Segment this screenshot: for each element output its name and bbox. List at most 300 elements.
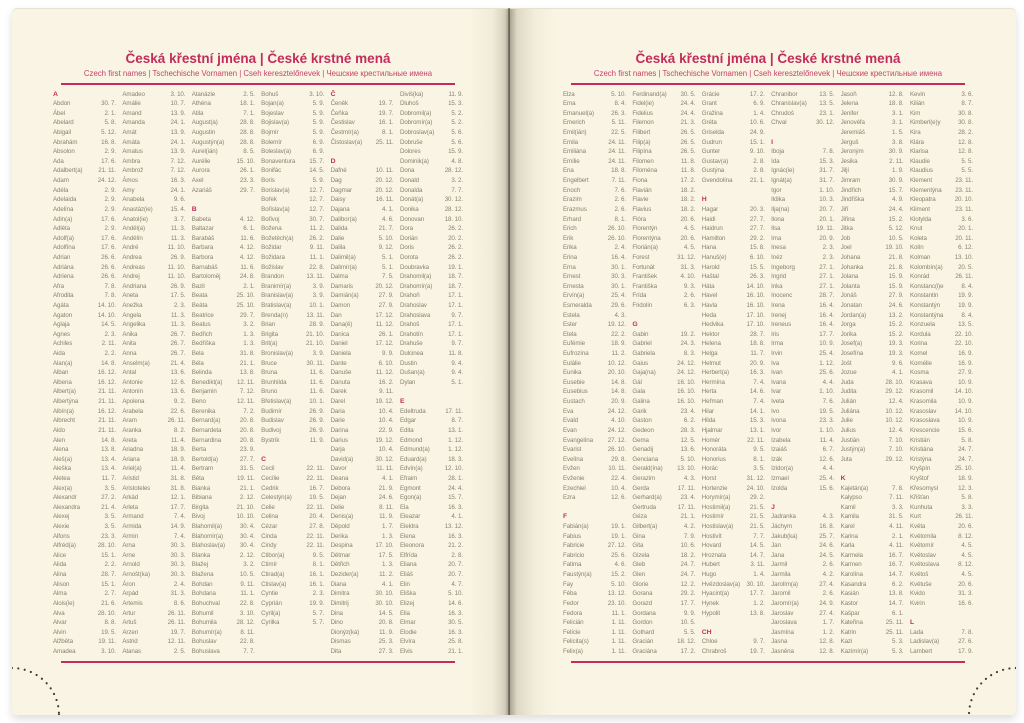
name-entry bbox=[400, 551, 463, 561]
name-entry bbox=[702, 484, 765, 494]
name-entry bbox=[771, 234, 834, 244]
given-name: Kim bbox=[909, 109, 921, 117]
given-name: Elektra bbox=[399, 523, 419, 531]
name-day-date: 16. 3. bbox=[749, 369, 765, 377]
given-name: Hubert bbox=[701, 561, 720, 569]
given-name: Kristián bbox=[909, 436, 930, 444]
name-day-date: 30. 1. bbox=[611, 263, 626, 271]
name-day-date: 17. 6. bbox=[101, 157, 116, 165]
given-name: Kevin bbox=[909, 90, 925, 98]
name-entry bbox=[563, 301, 626, 311]
given-name: Hana bbox=[701, 244, 717, 252]
given-name: Elfrída bbox=[399, 551, 418, 559]
given-name: Felicián bbox=[563, 619, 584, 627]
name-entry bbox=[400, 647, 463, 657]
name-day-date: 17. 7. bbox=[819, 330, 835, 338]
spacer-row bbox=[841, 464, 904, 474]
name-day-date: 3. 2. bbox=[451, 177, 463, 185]
given-name: Karmela bbox=[840, 551, 863, 559]
name-entry bbox=[632, 272, 695, 282]
name-day-date: 16. 3. bbox=[448, 532, 463, 540]
name-entry bbox=[331, 205, 394, 215]
given-name: Evžen bbox=[563, 465, 580, 473]
name-day-date: 24. 7. bbox=[958, 455, 973, 463]
given-name: Hektor bbox=[701, 330, 720, 338]
given-name: Hyacint(a) bbox=[701, 590, 729, 598]
name-entry bbox=[261, 359, 324, 369]
page-title: Česká křestní jména | České krstné mená bbox=[125, 51, 391, 66]
given-name: Barbara bbox=[191, 244, 214, 252]
name-day-date: 9. 7. bbox=[451, 311, 463, 319]
name-entry bbox=[771, 589, 834, 599]
name-day-date: 15. 1. bbox=[101, 551, 116, 559]
name-entry bbox=[331, 243, 394, 253]
name-day-date: 10. 10. bbox=[236, 513, 255, 521]
spacer-row bbox=[771, 128, 834, 138]
given-name: Jimram bbox=[840, 177, 861, 185]
given-name: Adéla bbox=[53, 186, 69, 194]
name-day-date: 8. 7. bbox=[961, 100, 973, 108]
given-name: Alexandra bbox=[53, 503, 80, 511]
given-name: Brigita bbox=[261, 330, 279, 338]
name-entry bbox=[400, 118, 463, 128]
name-entry bbox=[771, 157, 834, 167]
given-name: Ivona bbox=[771, 417, 786, 425]
given-name: Julius bbox=[840, 426, 856, 434]
name-entry bbox=[632, 560, 695, 570]
name-entry bbox=[53, 282, 116, 292]
name-day-date: 25. 4. bbox=[611, 292, 626, 300]
given-name: Kolombín(a) bbox=[909, 263, 943, 271]
given-name: Afrodita bbox=[53, 292, 74, 300]
name-entry bbox=[122, 464, 185, 474]
name-entry bbox=[910, 580, 973, 590]
given-name: Alida bbox=[53, 561, 67, 569]
name-entry bbox=[53, 186, 116, 196]
name-entry bbox=[122, 551, 185, 561]
name-day-date: 10. 4. bbox=[378, 407, 394, 415]
given-name: Danica bbox=[330, 330, 350, 338]
name-day-date: 26. 11. bbox=[167, 609, 186, 617]
name-entry bbox=[910, 570, 973, 580]
given-name: Hedvika bbox=[701, 321, 724, 329]
name-day-date: 3. 3. bbox=[961, 503, 973, 511]
given-name: Haštal bbox=[701, 273, 719, 281]
name-entry bbox=[400, 560, 463, 570]
name-entry bbox=[331, 359, 394, 369]
given-name: Johana bbox=[840, 253, 861, 261]
name-day-date: 14. 7. bbox=[749, 551, 765, 559]
given-name: Jasna bbox=[771, 638, 788, 646]
given-name: Erina bbox=[563, 253, 577, 261]
name-day-date: 4. 5. bbox=[961, 571, 973, 579]
name-day-date: 26. 6. bbox=[101, 273, 116, 281]
given-name: Barabáš bbox=[191, 234, 215, 242]
given-name: Diviš(ka) bbox=[399, 90, 424, 98]
name-day-date: 26. 9. bbox=[309, 426, 325, 434]
given-name: Aleška bbox=[53, 465, 71, 473]
name-day-date: 27. 2. bbox=[101, 494, 116, 502]
name-day-date: 29. 7. bbox=[239, 186, 255, 194]
name-entry bbox=[400, 637, 463, 647]
given-name: Artemis bbox=[122, 599, 143, 607]
given-name: Fabián(a) bbox=[563, 523, 589, 531]
name-day-date: 29. 2. bbox=[749, 234, 765, 242]
name-day-date: 16. 1. bbox=[378, 119, 394, 127]
name-day-date: 3. 10. bbox=[239, 609, 255, 617]
given-name: Gaston bbox=[632, 417, 652, 425]
name-entry bbox=[122, 474, 185, 484]
name-day-date: 8. 1. bbox=[753, 455, 765, 463]
name-entry bbox=[53, 205, 116, 215]
name-day-date: 22. 11. bbox=[306, 532, 325, 540]
name-entry bbox=[702, 282, 765, 292]
given-name: Jadranka bbox=[771, 513, 796, 521]
name-entry bbox=[910, 224, 973, 234]
given-name: Božislav bbox=[261, 263, 284, 271]
given-name: Abrahám bbox=[53, 138, 78, 146]
name-entry bbox=[841, 512, 904, 522]
name-entry bbox=[632, 445, 695, 455]
name-entry bbox=[702, 291, 765, 301]
name-entry bbox=[841, 484, 904, 494]
name-day-date: 9. 11. bbox=[379, 388, 394, 396]
given-name: Augustýn(a) bbox=[191, 138, 225, 146]
name-entry bbox=[841, 90, 904, 100]
name-entry bbox=[261, 493, 324, 503]
name-entry bbox=[53, 157, 116, 167]
given-name: Erika bbox=[563, 244, 577, 252]
name-entry bbox=[563, 368, 626, 378]
name-day-date: 28. 10. bbox=[97, 542, 116, 550]
given-name: Eusebius bbox=[563, 388, 588, 396]
name-entry bbox=[632, 378, 695, 388]
given-name: Jorika bbox=[840, 330, 857, 338]
given-name: Amand bbox=[122, 109, 142, 117]
name-day-date: 10. 4. bbox=[378, 417, 394, 425]
given-name: Kryšpín bbox=[909, 465, 931, 473]
given-name: Abdon bbox=[53, 100, 71, 108]
name-entry bbox=[331, 464, 394, 474]
name-day-date: 23. 10. bbox=[607, 599, 626, 607]
name-day-date: 15. 3. bbox=[819, 157, 835, 165]
name-day-date: 26. 9. bbox=[170, 282, 186, 290]
given-name: Kasián bbox=[840, 590, 859, 598]
name-entry bbox=[563, 445, 626, 455]
name-entry bbox=[331, 484, 394, 494]
given-name: Engelbert bbox=[563, 177, 589, 185]
given-name: Galina bbox=[632, 398, 650, 406]
name-day-date: 13. 5. bbox=[819, 100, 835, 108]
name-entry bbox=[122, 426, 185, 436]
name-entry bbox=[563, 282, 626, 292]
given-name: Aranka bbox=[122, 426, 142, 434]
given-name: Kliment bbox=[909, 205, 930, 213]
given-name: Hortenzie bbox=[701, 484, 728, 492]
name-day-date: 13. 9. bbox=[170, 148, 186, 156]
name-day-date: 24. 1. bbox=[170, 186, 186, 194]
name-day-date: 17. 1. bbox=[448, 321, 463, 329]
name-day-date: 5. 10. bbox=[611, 580, 626, 588]
name-entry bbox=[563, 118, 626, 128]
name-entry bbox=[192, 570, 255, 580]
name-day-date: 30. 10. bbox=[375, 590, 394, 598]
name-entry bbox=[702, 215, 765, 225]
name-entry bbox=[563, 436, 626, 446]
name-entry bbox=[122, 128, 185, 138]
given-name: Karolína bbox=[840, 571, 863, 579]
name-entry bbox=[771, 243, 834, 253]
given-name: Daniela bbox=[330, 350, 351, 358]
name-day-date: 14. 10. bbox=[746, 282, 765, 290]
name-entry bbox=[400, 263, 463, 273]
name-entry bbox=[563, 320, 626, 330]
given-name: Graciána bbox=[632, 647, 657, 655]
name-entry bbox=[400, 90, 463, 100]
name-day-date: 5. 2. bbox=[451, 119, 463, 127]
name-day-date: 6. 12. bbox=[958, 244, 973, 252]
name-day-date: 11. 12. bbox=[375, 321, 394, 329]
name-day-date: 17. 7. bbox=[749, 590, 765, 598]
name-day-date: 2. 3. bbox=[173, 302, 186, 309]
name-entry bbox=[841, 186, 904, 196]
name-entry bbox=[53, 522, 116, 532]
name-day-date: 26. 3. bbox=[749, 273, 765, 281]
name-entry bbox=[122, 176, 185, 186]
name-day-date: 30. 7. bbox=[101, 100, 116, 108]
name-entry bbox=[331, 301, 394, 311]
name-day-date: 9. 2. bbox=[173, 398, 186, 406]
name-day-date: 13. 11. bbox=[306, 273, 325, 281]
name-day-date: 17. 1. bbox=[448, 330, 463, 338]
given-name: Bernardeta bbox=[191, 426, 222, 434]
given-name: Abelard bbox=[53, 119, 74, 127]
name-day-date: 19. 9. bbox=[958, 292, 973, 300]
given-name: Gedeon bbox=[632, 426, 654, 434]
name-day-date: 16. 12. bbox=[97, 369, 116, 377]
name-entry bbox=[563, 647, 626, 657]
given-name: Hugo bbox=[701, 571, 717, 579]
name-entry bbox=[702, 99, 765, 109]
given-name: Evelína bbox=[563, 455, 583, 463]
name-day-date: 5. 6. bbox=[451, 138, 463, 146]
given-name: Jenifer bbox=[840, 109, 859, 117]
name-day-date: 20. 2. bbox=[448, 234, 463, 242]
name-entry bbox=[632, 359, 695, 369]
name-entry bbox=[910, 464, 973, 474]
name-entry bbox=[192, 455, 255, 465]
name-day-date: 19. 1. bbox=[448, 263, 463, 271]
given-name: Achiles bbox=[53, 340, 73, 348]
name-entry bbox=[400, 378, 463, 388]
name-day-date: 31. 7. bbox=[819, 167, 835, 175]
given-name: Gerazim bbox=[632, 474, 656, 482]
given-name: Horymír(a) bbox=[701, 494, 731, 502]
name-day-date: 24. 6. bbox=[378, 494, 394, 502]
name-entry bbox=[632, 493, 695, 503]
name-entry bbox=[192, 157, 255, 167]
given-name: Amatus bbox=[122, 148, 143, 156]
letter-section-header: G bbox=[632, 321, 638, 329]
name-day-date: 24. 6. bbox=[819, 542, 835, 550]
name-entry bbox=[632, 426, 695, 436]
given-name: Fortunát bbox=[632, 263, 655, 271]
given-name: Klaudie bbox=[909, 157, 930, 165]
given-name: Fabius bbox=[563, 532, 581, 540]
name-day-date: 3. 10. bbox=[170, 90, 186, 98]
name-entry bbox=[400, 99, 463, 109]
given-name: Cedrik bbox=[261, 484, 279, 492]
given-name: Gabin bbox=[632, 330, 649, 338]
name-day-date: 30. 12. bbox=[375, 455, 394, 463]
name-day-date: 1. 7. bbox=[382, 523, 394, 531]
name-day-date: 3. 1. bbox=[892, 109, 904, 117]
name-entry bbox=[771, 282, 834, 292]
given-name: Boleslav(a) bbox=[261, 148, 292, 156]
given-name: Dana(ě) bbox=[330, 321, 353, 329]
name-entry bbox=[632, 215, 695, 225]
name-day-date: 20. 6. bbox=[958, 523, 973, 531]
name-day-date: 23. 3. bbox=[101, 532, 116, 540]
name-day-date: 7. 7. bbox=[451, 186, 463, 194]
given-name: Ernesta bbox=[563, 282, 584, 290]
given-name: Alice bbox=[53, 551, 66, 559]
name-entry bbox=[563, 166, 626, 176]
name-day-date: 12. 7. bbox=[309, 205, 325, 213]
name-day-date: 28. 8. bbox=[239, 119, 255, 127]
name-entry bbox=[192, 493, 255, 503]
name-entry bbox=[400, 330, 463, 340]
given-name: Adriena bbox=[53, 273, 74, 281]
name-entry bbox=[400, 224, 463, 234]
given-name: Donalda bbox=[399, 186, 423, 194]
name-day-date: 10. 9. bbox=[958, 398, 973, 406]
given-name: Eliáš bbox=[399, 571, 413, 579]
name-day-date: 11. 6. bbox=[240, 263, 255, 271]
name-entry bbox=[192, 628, 255, 638]
name-day-date: 21. 1. bbox=[239, 484, 255, 492]
given-name: Etela bbox=[563, 330, 577, 338]
name-entry bbox=[702, 551, 765, 561]
given-name: Alen bbox=[53, 436, 65, 444]
given-name: Branislav(a) bbox=[261, 292, 293, 300]
given-name: Jozue bbox=[840, 369, 857, 377]
given-name: Erna bbox=[563, 263, 576, 271]
name-day-date: 11. 9. bbox=[309, 436, 325, 444]
given-name: Brenda(n) bbox=[261, 311, 288, 319]
name-entry bbox=[331, 349, 394, 359]
given-name: Ela bbox=[399, 503, 409, 511]
name-day-date: 8. 4. bbox=[961, 282, 973, 290]
given-name: Gunter bbox=[701, 148, 721, 156]
given-name: Elvis bbox=[399, 647, 413, 655]
name-day-date: 24. 10. bbox=[746, 484, 765, 492]
name-entry bbox=[331, 589, 394, 599]
given-name: Gerald(ína) bbox=[632, 465, 663, 473]
name-entry bbox=[632, 301, 695, 311]
name-day-date: 18. 12. bbox=[677, 638, 696, 646]
letter-section-header: C bbox=[261, 455, 266, 463]
given-name: Gorazd bbox=[632, 599, 653, 607]
name-entry bbox=[632, 224, 695, 234]
given-name: Dorián bbox=[399, 234, 418, 242]
given-name: Edmund(a) bbox=[399, 446, 430, 454]
name-entry bbox=[563, 407, 626, 417]
given-name: Bořislav(a) bbox=[261, 205, 290, 213]
name-day-date: 20. 4. bbox=[309, 513, 325, 521]
name-day-date: 16. 9. bbox=[958, 359, 973, 367]
given-name: Eduard(a) bbox=[399, 455, 427, 463]
name-entry bbox=[841, 493, 904, 503]
name-entry bbox=[702, 128, 765, 138]
name-entry bbox=[53, 541, 116, 551]
given-name: Eusebie bbox=[563, 378, 585, 386]
given-name: Arnošt(ka) bbox=[122, 571, 150, 579]
name-entry bbox=[261, 118, 324, 128]
name-entry bbox=[122, 138, 185, 148]
name-entry bbox=[400, 570, 463, 580]
given-name: Adrian bbox=[53, 253, 71, 261]
given-name: Cyril(a) bbox=[261, 609, 281, 617]
name-entry bbox=[771, 387, 834, 397]
name-entry bbox=[632, 349, 695, 359]
given-name: Augustin bbox=[191, 129, 216, 137]
name-entry bbox=[771, 311, 834, 321]
given-name: Dalida bbox=[330, 225, 348, 233]
name-entry bbox=[331, 397, 394, 407]
name-entry bbox=[702, 272, 765, 282]
given-name: Eva bbox=[563, 407, 574, 415]
name-entry bbox=[910, 109, 973, 119]
name-entry bbox=[53, 128, 116, 138]
name-entry bbox=[771, 205, 834, 215]
name-day-date: 14. 8. bbox=[611, 378, 626, 386]
given-name: Gita bbox=[632, 542, 644, 550]
name-entry bbox=[261, 349, 324, 359]
name-day-date: 4. 5. bbox=[683, 225, 696, 233]
name-day-date: 3. 9. bbox=[312, 282, 325, 290]
name-day-date: 10. 9. bbox=[819, 340, 835, 348]
name-day-date: 22. 11. bbox=[747, 436, 765, 444]
given-name: Atila bbox=[191, 109, 204, 117]
given-name: Igor bbox=[771, 186, 782, 194]
name-entry bbox=[771, 647, 834, 657]
name-day-date: 5. 5. bbox=[683, 628, 696, 636]
name-entry bbox=[53, 484, 116, 494]
name-entry bbox=[910, 205, 973, 215]
name-entry bbox=[331, 647, 394, 657]
name-day-date: 10. 5. bbox=[680, 619, 696, 627]
name-entry bbox=[53, 628, 116, 638]
name-entry bbox=[841, 330, 904, 340]
name-entry bbox=[771, 90, 834, 100]
name-day-date: 12. 4. bbox=[888, 426, 904, 434]
name-day-date: 4. 12. bbox=[239, 253, 255, 261]
given-name: Jaroslav bbox=[771, 609, 794, 617]
name-day-date: 30. 4. bbox=[239, 542, 255, 550]
given-name: Bojmír bbox=[261, 129, 279, 137]
given-name: Jan bbox=[771, 542, 781, 550]
name-day-date: 5. 11. bbox=[611, 119, 626, 127]
name-entry bbox=[400, 109, 463, 119]
given-name: Aurel(ián) bbox=[191, 148, 218, 156]
name-entry bbox=[261, 512, 324, 522]
name-day-date: 19. 7. bbox=[378, 100, 394, 108]
name-day-date: 12. 8. bbox=[819, 647, 835, 655]
given-name: Dalibor(a) bbox=[330, 215, 357, 223]
given-name: Erik bbox=[563, 234, 574, 242]
given-name: Blažena bbox=[191, 571, 214, 579]
